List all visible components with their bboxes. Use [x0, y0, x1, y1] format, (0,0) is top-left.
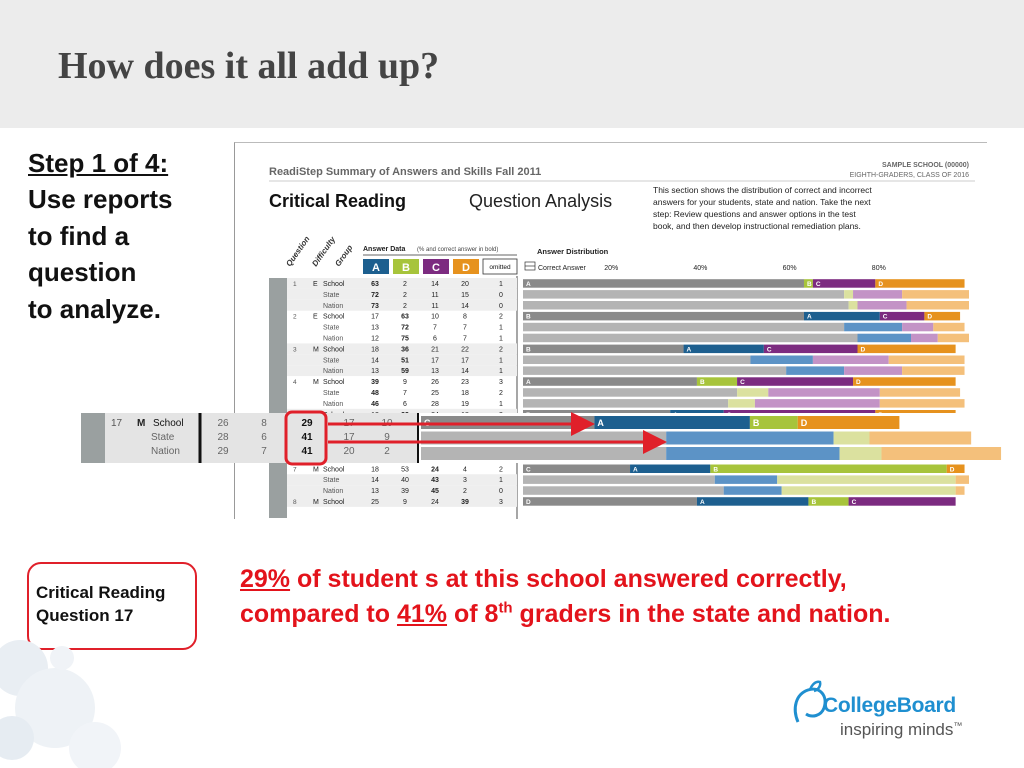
answer-value: 12	[371, 335, 379, 343]
distribution-bar	[523, 475, 715, 484]
step-heading: Step 1 of 4:	[28, 148, 169, 178]
bar-letter: D	[949, 466, 955, 474]
bar-letter: D	[856, 379, 861, 387]
column-header: Difficulty	[310, 235, 338, 269]
bar-letter: A	[526, 379, 531, 387]
group-label: School	[323, 466, 345, 474]
answer-value: 18	[461, 390, 469, 397]
distribution-bar	[523, 465, 630, 474]
answer-value: 0	[499, 291, 503, 299]
distribution-bar	[523, 323, 844, 332]
summary-part: of student s at this school answered correctly,	[290, 565, 847, 593]
zoom-answer-value: 29	[217, 446, 229, 457]
answer-value: 19	[461, 400, 469, 408]
distribution-bar	[858, 334, 912, 343]
question-number: 3	[293, 346, 297, 354]
answer-value: 2	[403, 302, 407, 310]
answer-value: 21	[431, 346, 439, 354]
answer-value: 39	[461, 499, 469, 506]
distribution-bar	[844, 366, 902, 375]
distribution-bar	[523, 399, 728, 408]
group-label: Nation	[323, 400, 344, 408]
bar-letter: B	[699, 379, 705, 387]
distribution-bar	[956, 486, 965, 495]
zoom-distribution-bar	[881, 447, 1001, 460]
report-description-line: This section shows the distribution of correct and incorrect	[653, 185, 872, 195]
distribution-bar	[630, 465, 710, 474]
report-header: ReadiStep Summary of Answers and Skills Fall 2011	[269, 166, 542, 178]
distribution-bar	[523, 486, 724, 495]
distribution-bar	[875, 279, 964, 288]
difficulty: M	[313, 466, 319, 474]
distribution-bar	[777, 475, 955, 484]
distribution-bar	[956, 475, 969, 484]
answer-value: 18	[371, 346, 379, 354]
bar-letter: C	[851, 499, 857, 506]
report-title-light: Question Analysis	[469, 191, 613, 211]
answer-value: 73	[371, 302, 379, 310]
answer-value: 15	[461, 291, 469, 299]
distribution-bar	[768, 388, 880, 397]
distribution-bar	[858, 345, 956, 354]
summary-text	[240, 562, 890, 631]
distribution-bar	[755, 399, 880, 408]
callout-text	[36, 582, 165, 628]
answer-value: 28	[431, 400, 439, 408]
answer-value: 24	[431, 466, 439, 474]
bar-letter: A	[806, 313, 812, 321]
question-number: 7	[293, 466, 297, 474]
bar-letter: B	[811, 499, 817, 506]
bar-letter: A	[526, 281, 531, 288]
distribution-bar	[880, 388, 960, 397]
letter-label: B	[402, 262, 410, 274]
left-gray-strip	[269, 278, 287, 518]
answer-value: 20	[461, 281, 469, 288]
distribution-bar	[523, 334, 858, 343]
answer-value: 40	[401, 477, 409, 485]
distribution-bar	[853, 290, 902, 299]
distribution-bar	[858, 301, 907, 310]
distribution-bar	[523, 290, 844, 299]
report-description-line: book, and then develop instructional remediation plans.	[653, 221, 861, 231]
bar-letter: C	[740, 379, 745, 387]
step-description	[28, 145, 173, 327]
answer-value: 72	[401, 324, 409, 332]
difficulty: E	[313, 281, 318, 288]
report-description-line: answers for your students, state and nation. Take the next	[653, 197, 871, 207]
answer-value: 7	[463, 335, 467, 343]
zoom-gray-strip	[81, 413, 105, 463]
answer-value: 39	[371, 379, 379, 387]
zoom-answer-value: 2	[384, 446, 390, 457]
distribution-bar	[523, 366, 786, 375]
answer-value: 1	[499, 324, 503, 332]
distribution-bar	[523, 345, 684, 354]
zoom-answer-value: 7	[261, 446, 267, 457]
zoom-answer-value: 20	[343, 446, 355, 457]
answer-value: 24	[431, 499, 439, 506]
answer-value: 7	[403, 390, 407, 397]
answer-value: 9	[403, 499, 407, 506]
distribution-bar	[849, 497, 956, 506]
answer-value: 2	[403, 281, 407, 288]
tick-label: 60%	[782, 265, 797, 272]
answer-value: 1	[499, 400, 503, 408]
report-title-bold: Critical Reading	[269, 191, 407, 211]
logo-name: CollegeBoard	[823, 694, 956, 717]
bar-letter: D	[526, 499, 531, 506]
distribution-bar	[911, 334, 938, 343]
distribution-bar	[813, 279, 875, 288]
answer-value: 3	[463, 477, 467, 485]
answer-value: 25	[431, 390, 439, 397]
zoom-answer-value: 17	[343, 418, 355, 429]
zoomed-question-17-strip	[81, 413, 1019, 463]
distribution-bar	[523, 356, 750, 365]
bar-letter: C	[882, 313, 888, 321]
correct-answer-label: Correct Answer	[538, 265, 586, 272]
logo-tagline	[840, 720, 962, 740]
answer-value: 17	[461, 357, 469, 365]
bar-letter: C	[815, 281, 821, 288]
letter-label: A	[372, 262, 380, 274]
summary-part: graders in the state and nation.	[512, 599, 891, 628]
answer-value: 10	[431, 313, 439, 321]
answer-value: 13	[371, 324, 379, 332]
answer-value: 14	[461, 368, 469, 376]
collegeboard-logo	[790, 674, 1000, 744]
summary-sup: th	[498, 599, 513, 617]
zoom-bar-letter: B	[752, 418, 760, 428]
answer-value: 1	[499, 368, 503, 376]
answer-value: 1	[499, 357, 503, 365]
summary-part: compared to	[240, 599, 397, 628]
letter-label: C	[432, 262, 440, 274]
answer-value: 18	[371, 466, 379, 474]
callout-line2: Question 17	[36, 605, 134, 625]
report-class: EIGHTH-GRADERS, CLASS OF 2016	[849, 172, 969, 179]
answer-value: 13	[371, 488, 379, 496]
zoom-answer-value: 26	[217, 418, 229, 429]
distribution-bar	[724, 486, 782, 495]
answer-value: 2	[463, 488, 467, 496]
answer-value: 45	[431, 488, 439, 496]
answer-value: 9	[403, 379, 407, 387]
zoom-answer-value: 41	[301, 446, 313, 457]
group-label: School	[323, 499, 345, 506]
state-percent: 41%	[396, 599, 448, 628]
answer-value: 39	[401, 488, 409, 496]
callout-line1: Critical Reading	[36, 583, 166, 602]
answer-value: 14	[371, 477, 379, 485]
bar-letter: B	[713, 466, 719, 474]
bar-letter: C	[766, 346, 772, 354]
answer-value: 13	[431, 368, 439, 376]
step-line: question	[28, 257, 137, 288]
distribution-bar	[684, 345, 764, 354]
zoom-distribution-bar	[594, 416, 749, 429]
answer-value: 11	[431, 302, 439, 310]
answer-value: 4	[463, 466, 467, 474]
zoom-distribution-bar	[421, 416, 594, 429]
distribution-bar	[907, 301, 969, 310]
zoom-bar-letter: D	[800, 418, 808, 428]
distribution-bar	[804, 312, 880, 321]
answer-value: 46	[371, 400, 379, 408]
answer-value: 63	[401, 313, 409, 321]
difficulty: M	[313, 346, 319, 354]
answer-value: 6	[403, 400, 407, 408]
answer-value: 1	[499, 477, 503, 485]
answer-value: 13	[371, 368, 379, 376]
report-school: SAMPLE SCHOOL (00000)	[881, 162, 969, 169]
group-label: School	[323, 313, 345, 321]
answer-value: 1	[499, 335, 503, 343]
distribution-bar	[523, 279, 804, 288]
step-line: Use reports	[28, 184, 173, 215]
summary-part: of 8	[447, 599, 499, 628]
group-label: State	[323, 390, 340, 397]
question-number: 4	[293, 379, 297, 387]
answer-value: 2	[499, 390, 503, 397]
difficulty: M	[313, 379, 319, 387]
answer-value: 1	[499, 281, 503, 288]
answer-value: 48	[371, 390, 379, 397]
distribution-bar	[786, 366, 844, 375]
zoom-answer-value: 17	[343, 432, 355, 443]
zoom-question-number: 17	[111, 418, 123, 429]
answer-value: 6	[433, 335, 437, 343]
difficulty: M	[313, 499, 319, 506]
distribution-bar	[889, 356, 965, 365]
logo-tagline-text: inspiring minds	[840, 720, 954, 739]
slide-title: How does it all add up?	[58, 45, 440, 87]
question-number: 2	[293, 313, 297, 321]
row-shade	[287, 278, 517, 289]
distribution-bar	[737, 377, 853, 386]
distribution-bar	[902, 323, 933, 332]
distribution-bar	[523, 377, 697, 386]
zoom-answer-value: 6	[261, 432, 267, 443]
answer-value: 14	[431, 281, 439, 288]
bar-letter: C	[526, 466, 531, 474]
column-header: Question	[284, 234, 312, 269]
group-label: State	[323, 324, 340, 332]
omitted-label: omitted	[489, 264, 511, 271]
bar-letter: D	[860, 346, 866, 354]
answer-value: 2	[499, 466, 503, 474]
tick-label: 20%	[604, 265, 619, 272]
answer-value: 3	[499, 379, 503, 387]
zoom-distribution-bar	[834, 432, 870, 445]
answer-value: 7	[433, 324, 437, 332]
distribution-bar	[764, 345, 858, 354]
group-label: School	[323, 379, 345, 387]
bar-letter: A	[633, 466, 638, 474]
distribution-bar	[523, 388, 737, 397]
answer-value: 75	[401, 335, 409, 343]
answer-data-note: (% and correct answer in bold)	[417, 247, 499, 253]
difficulty: E	[313, 313, 318, 321]
answer-value: 22	[461, 346, 469, 354]
answer-distribution-label: Answer Distribution	[537, 247, 609, 256]
row-shade	[287, 289, 517, 300]
decorative-bubbles	[0, 628, 160, 768]
distribution-bar	[750, 356, 812, 365]
bar-letter: D	[927, 313, 933, 321]
zoom-distribution-bar	[870, 432, 972, 445]
zoom-answer-value: 28	[217, 432, 229, 443]
group-label: State	[323, 477, 340, 485]
answer-value: 53	[401, 466, 409, 474]
step-line: to find a	[28, 220, 130, 251]
bar-letter: D	[878, 281, 884, 288]
distribution-bar	[849, 301, 858, 310]
zoom-distribution-bar	[798, 416, 900, 429]
answer-value: 25	[371, 499, 379, 506]
distribution-bar	[880, 399, 965, 408]
answer-value: 11	[431, 291, 439, 299]
bar-letter: B	[806, 281, 812, 288]
group-label: Nation	[323, 302, 344, 310]
answer-data-label: Answer Data	[363, 246, 406, 253]
distribution-bar	[782, 486, 956, 495]
zoom-group-label: School	[153, 418, 184, 429]
group-label: Nation	[323, 488, 344, 496]
zoom-distribution-bar	[666, 447, 839, 460]
distribution-bar	[523, 312, 804, 321]
answer-value: 23	[461, 379, 469, 387]
answer-value: 0	[499, 488, 503, 496]
report-description-line: step: Review questions and answer options in the test	[653, 209, 856, 219]
answer-value: 14	[371, 357, 379, 365]
zoom-answer-value: 9	[384, 432, 390, 443]
tick-label: 40%	[693, 265, 708, 272]
column-header: Group	[333, 243, 355, 269]
answer-value: 7	[463, 324, 467, 332]
question-number: 8	[293, 499, 297, 506]
zoom-answer-value: 29	[301, 418, 313, 429]
distribution-bar	[697, 497, 809, 506]
letter-label: D	[462, 262, 470, 274]
answer-value: 51	[401, 357, 409, 365]
distribution-bar	[938, 334, 969, 343]
zoom-group-label: Nation	[151, 446, 180, 457]
zoom-answer-value: 41	[301, 432, 313, 443]
school-percent: 29%	[240, 565, 291, 593]
trademark: ™	[953, 720, 963, 731]
answer-value: 14	[461, 302, 469, 310]
answer-value: 43	[431, 477, 439, 485]
distribution-bar	[523, 497, 697, 506]
bar-letter: B	[526, 346, 531, 354]
distribution-bar	[902, 366, 964, 375]
bar-letter: B	[526, 313, 531, 321]
group-label: Nation	[323, 335, 344, 343]
answer-value: 3	[499, 499, 503, 506]
question-number: 1	[293, 281, 297, 288]
zoom-distribution-bar	[421, 432, 666, 445]
group-label: School	[323, 346, 345, 354]
zoom-distribution-bar	[666, 432, 833, 445]
answer-value: 72	[371, 291, 379, 299]
distribution-bar	[853, 377, 956, 386]
answer-value: 26	[431, 379, 439, 387]
zoom-bar-letter: C	[424, 418, 431, 428]
tick-label: 80%	[871, 265, 886, 272]
distribution-bar	[902, 290, 969, 299]
group-label: State	[323, 357, 340, 365]
row-shade	[287, 496, 517, 507]
group-label: School	[323, 281, 345, 288]
zoom-difficulty: M	[137, 418, 146, 429]
answer-value: 17	[371, 313, 379, 321]
distribution-bar	[523, 301, 849, 310]
group-label: State	[323, 291, 340, 299]
step-line: to analyze.	[28, 293, 161, 324]
answer-value: 36	[401, 346, 409, 354]
distribution-bar	[844, 323, 902, 332]
distribution-bar	[710, 465, 946, 474]
distribution-bar	[933, 323, 964, 332]
answer-value: 8	[463, 313, 467, 321]
distribution-bar	[715, 475, 777, 484]
distribution-bar	[813, 356, 889, 365]
zoom-answer-value: 8	[261, 418, 267, 429]
answer-value: 2	[499, 346, 503, 354]
answer-value: 17	[431, 357, 439, 365]
answer-value: 2	[403, 291, 407, 299]
group-label: Nation	[323, 368, 344, 376]
answer-value: 2	[499, 313, 503, 321]
zoom-distribution-bar	[840, 447, 882, 460]
row-shade	[287, 300, 517, 311]
bar-letter: A	[686, 346, 692, 354]
distribution-bar	[737, 388, 768, 397]
zoom-answer-value: 10	[381, 418, 393, 429]
distribution-bar	[728, 399, 755, 408]
distribution-bar	[844, 290, 853, 299]
answer-value: 63	[371, 281, 379, 288]
answer-value: 59	[401, 368, 409, 376]
bar-letter: A	[699, 499, 705, 506]
answer-value: 0	[499, 302, 503, 310]
zoom-bar-letter: A	[597, 418, 604, 428]
zoom-group-label: State	[151, 432, 175, 443]
zoom-distribution-bar	[421, 447, 666, 460]
